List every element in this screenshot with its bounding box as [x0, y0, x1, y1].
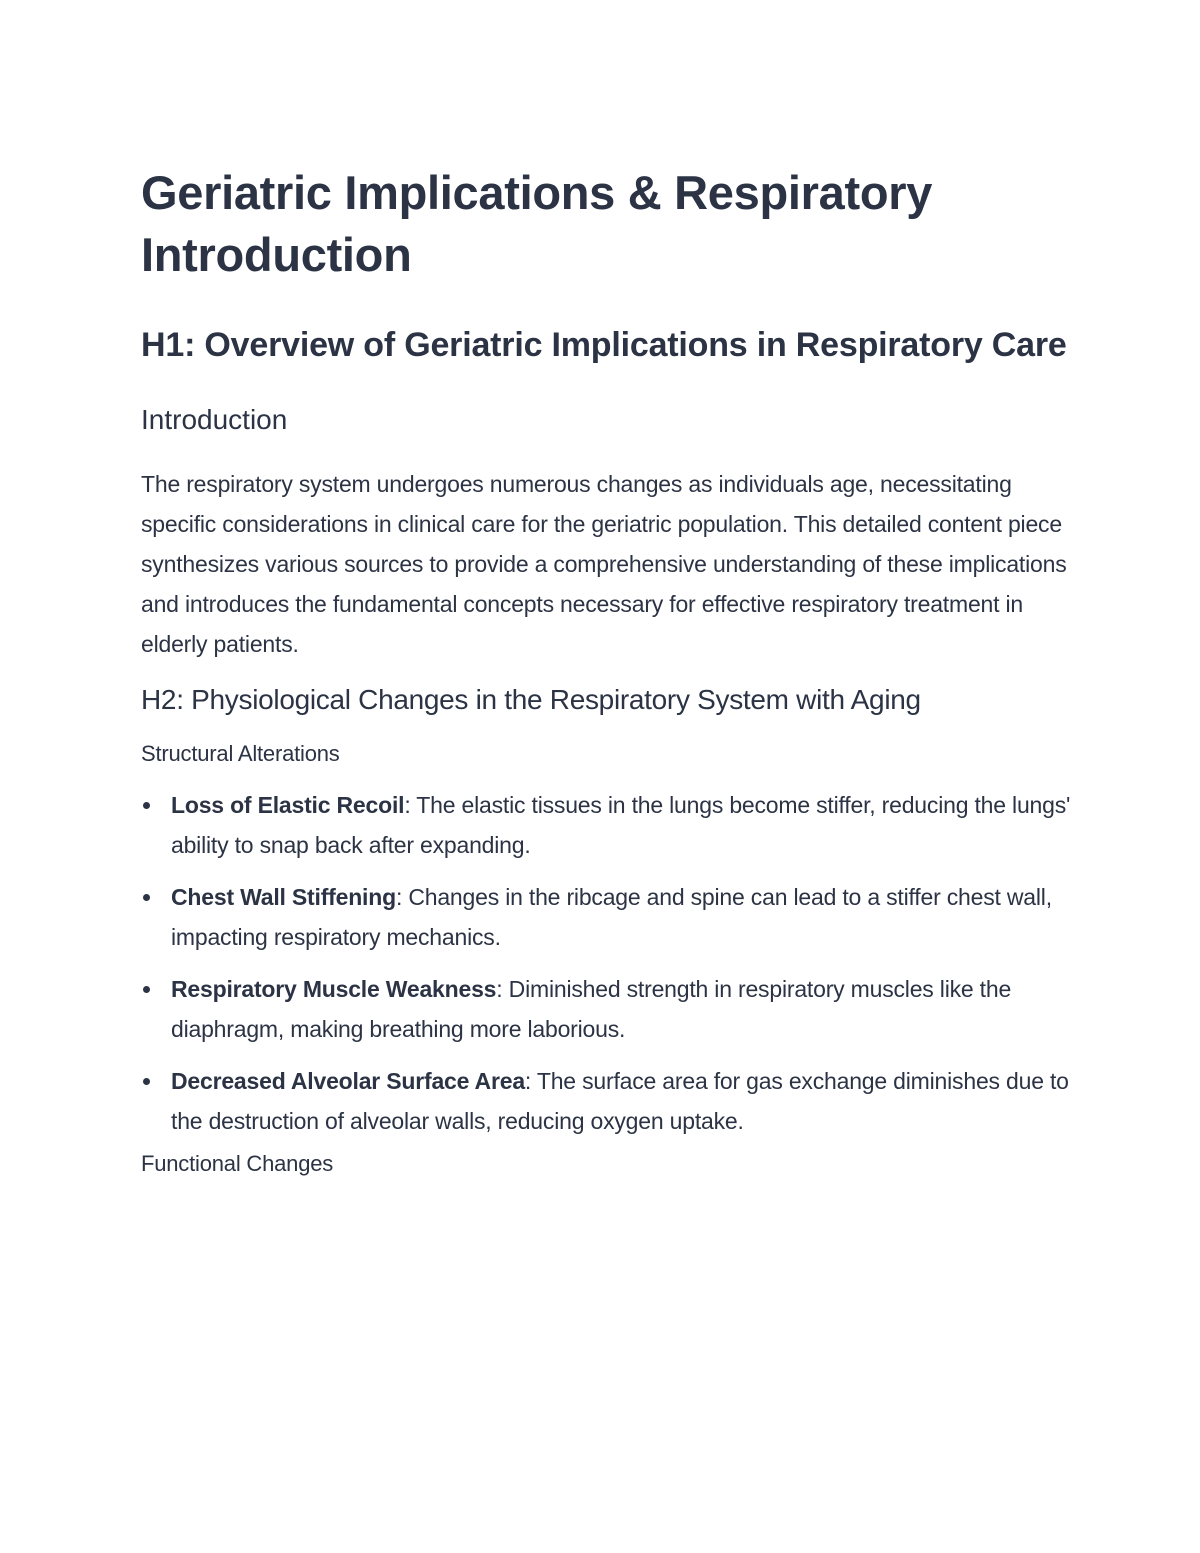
introduction-heading: Introduction — [141, 404, 288, 435]
list-item — [141, 1061, 1071, 1141]
list-item — [141, 969, 1071, 1049]
bullet-icon — [143, 802, 150, 809]
list-item — [141, 785, 1071, 865]
overview-heading: H1: Overview of Geriatric Implications in Respiratory Care — [141, 326, 1067, 364]
list-item — [141, 877, 1071, 957]
document-page — [141, 162, 1071, 1181]
bullet-icon — [143, 986, 150, 993]
introduction-paragraph: The respiratory system undergoes numerous changes as individuals age, necessitating specific considerations in clinical care for the geriatric population. This detailed content piece synthesizes various sources to provide a comprehensive understanding of these implications and introduces the fundamental concepts necessary for effective respiratory treatment in elderly patients. — [141, 471, 1067, 657]
structural-alterations-heading: Structural Alterations — [141, 741, 340, 766]
functional-changes-heading: Functional Changes — [141, 1151, 334, 1176]
bullet-icon — [143, 1078, 150, 1085]
physiological-changes-heading: H2: Physiological Changes in the Respiratory System with Aging — [141, 684, 921, 715]
bullet-term: Respiratory Muscle Weakness — [171, 976, 497, 1002]
structural-alterations-list — [141, 785, 1071, 1141]
bullet-term: Chest Wall Stiffening — [171, 884, 396, 910]
bullet-text: : Changes in the ribcage and spine can lead to a stiffer chest wall, impacting respiratory mechanics. — [171, 884, 1052, 950]
bullet-text: : The elastic tissues in the lungs become stiffer, reducing the lungs' ability to snap back after expanding. — [171, 792, 1071, 858]
document-title: Geriatric Implications & Respiratory Introduction — [141, 166, 933, 281]
bullet-icon — [143, 894, 150, 901]
bullet-text: : Diminished strength in respiratory muscles like the diaphragm, making breathing more laborious. — [171, 976, 1012, 1042]
bullet-text: : The surface area for gas exchange diminishes due to the destruction of alveolar walls, reducing oxygen uptake. — [171, 1068, 1069, 1134]
bullet-term: Decreased Alveolar Surface Area — [171, 1068, 525, 1094]
bullet-term: Loss of Elastic Recoil — [171, 792, 405, 818]
